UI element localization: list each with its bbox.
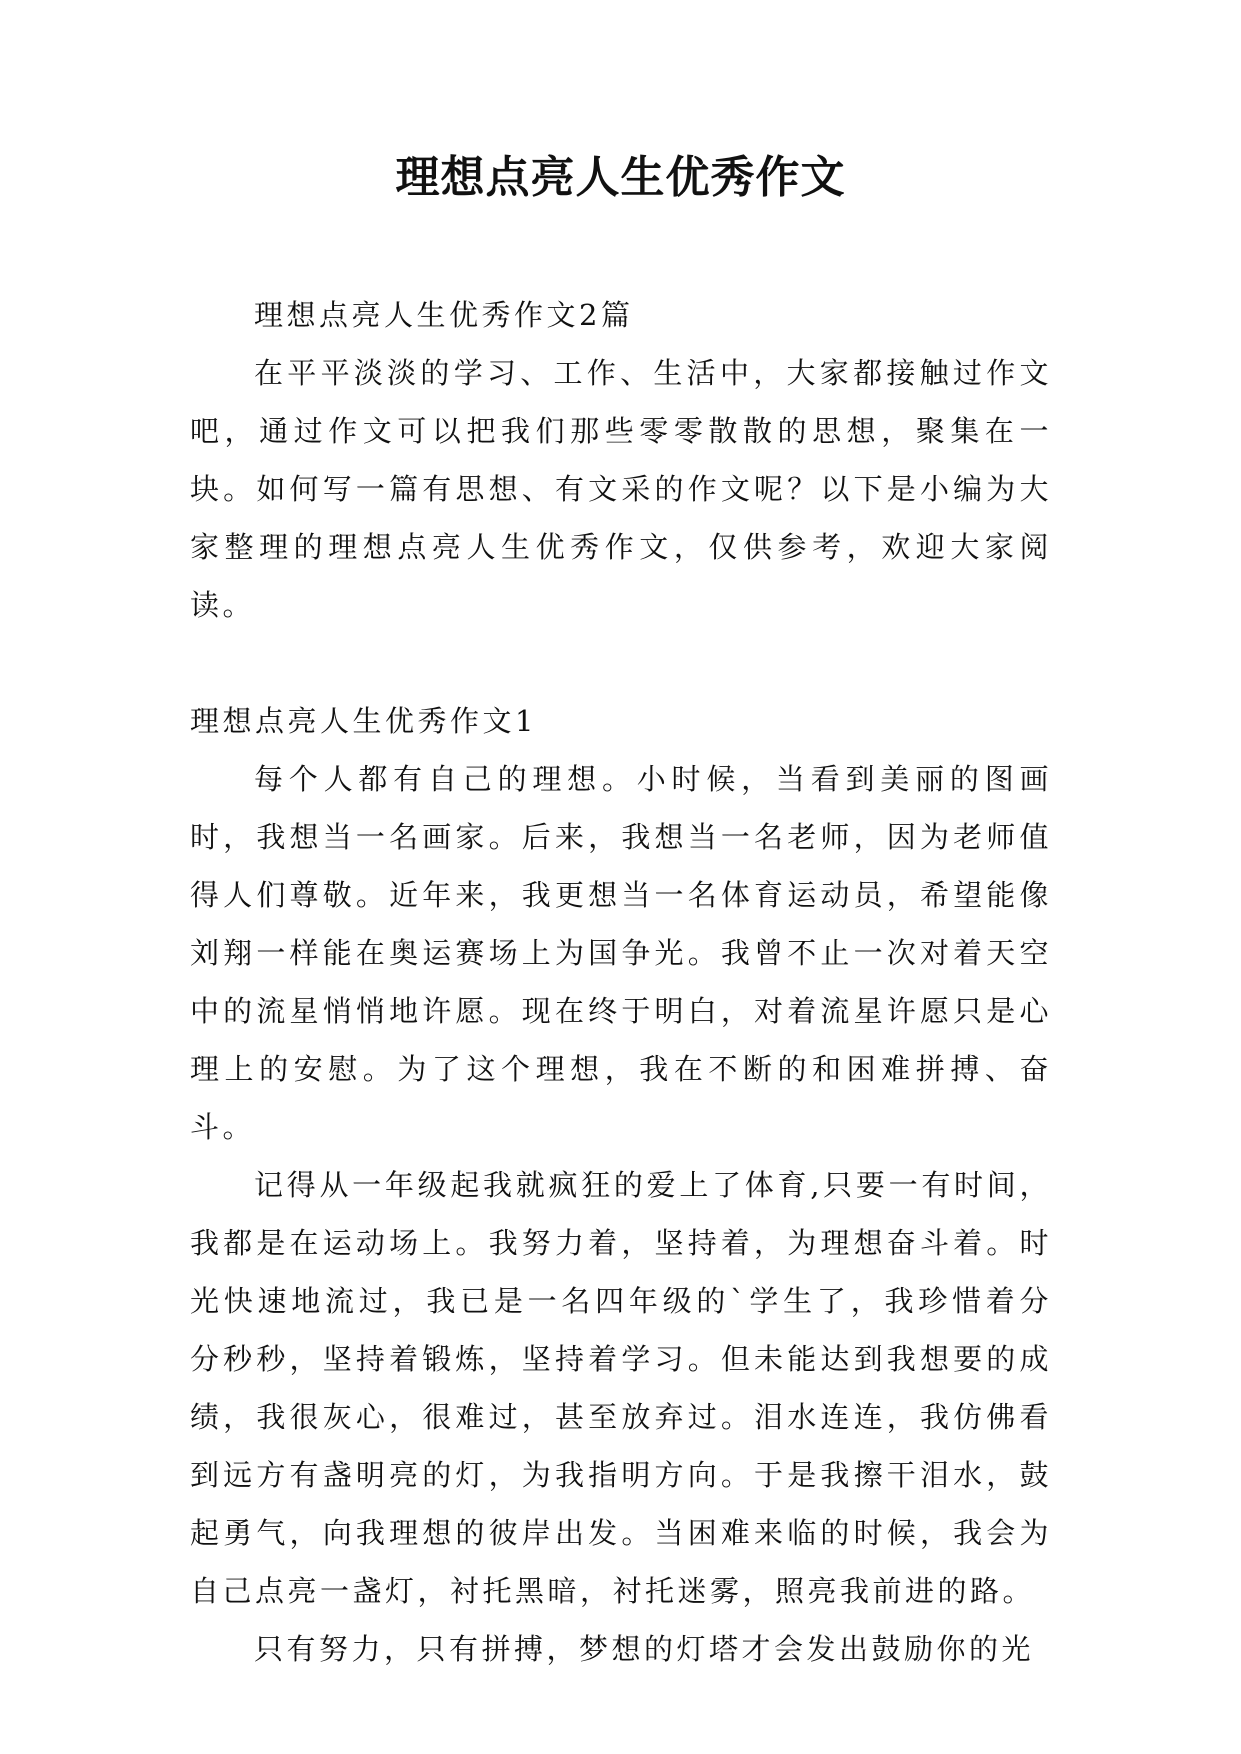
- intro-paragraph: 在平平淡淡的学习、工作、生活中，大家都接触过作文吧，通过作文可以把我们那些零零散散的思想，聚集在一块。如何写一篇有思想、有文采的作文呢？以下是小编为大家整理的理想点亮人生优秀作文，仅供参考，欢迎大家阅读。: [190, 356, 1052, 622]
- document-subtitle: 理想点亮人生优秀作文2篇: [254, 298, 634, 332]
- body-paragraph-2: 记得从一年级起我就疯狂的爱上了体育,只要一有时间，我都是在运动场上。我努力着，坚持着，为理想奋斗着。时光快速地流过，我已是一名四年级的`学生了，我珍惜着分分秒秒，坚持着锻炼，坚持着学习。但未能达到我想要的成绩，我很灰心，很难过，甚至放弃过。泪水连连，我仿佛看到远方有盏明亮的灯，为我指明方向。于是我擦干泪水，鼓起勇气，向我理想的彼岸出发。当困难来临的时候，我会为自己点亮一盏灯，衬托黑暗，衬托迷雾，照亮我前进的路。: [190, 1168, 1052, 1608]
- document-body: [190, 286, 1052, 1678]
- document-title: 理想点亮人生优秀作文: [395, 152, 846, 203]
- body-paragraph-3: 只有努力，只有拼搏，梦想的灯塔才会发出鼓励你的光: [254, 1632, 1035, 1666]
- section-title: 理想点亮人生优秀作文1: [190, 704, 537, 738]
- body-paragraph-1: 每个人都有自己的理想。小时候，当看到美丽的图画时，我想当一名画家。后来，我想当一名老师，因为老师值得人们尊敬。近年来，我更想当一名体育运动员，希望能像刘翔一样能在奥运赛场上为国争光。我曾不止一次对着天空中的流星悄悄地许愿。现在终于明白，对着流星许愿只是心理上的安慰。为了这个理想，我在不断的和困难拼搏、奋斗。: [190, 762, 1052, 1144]
